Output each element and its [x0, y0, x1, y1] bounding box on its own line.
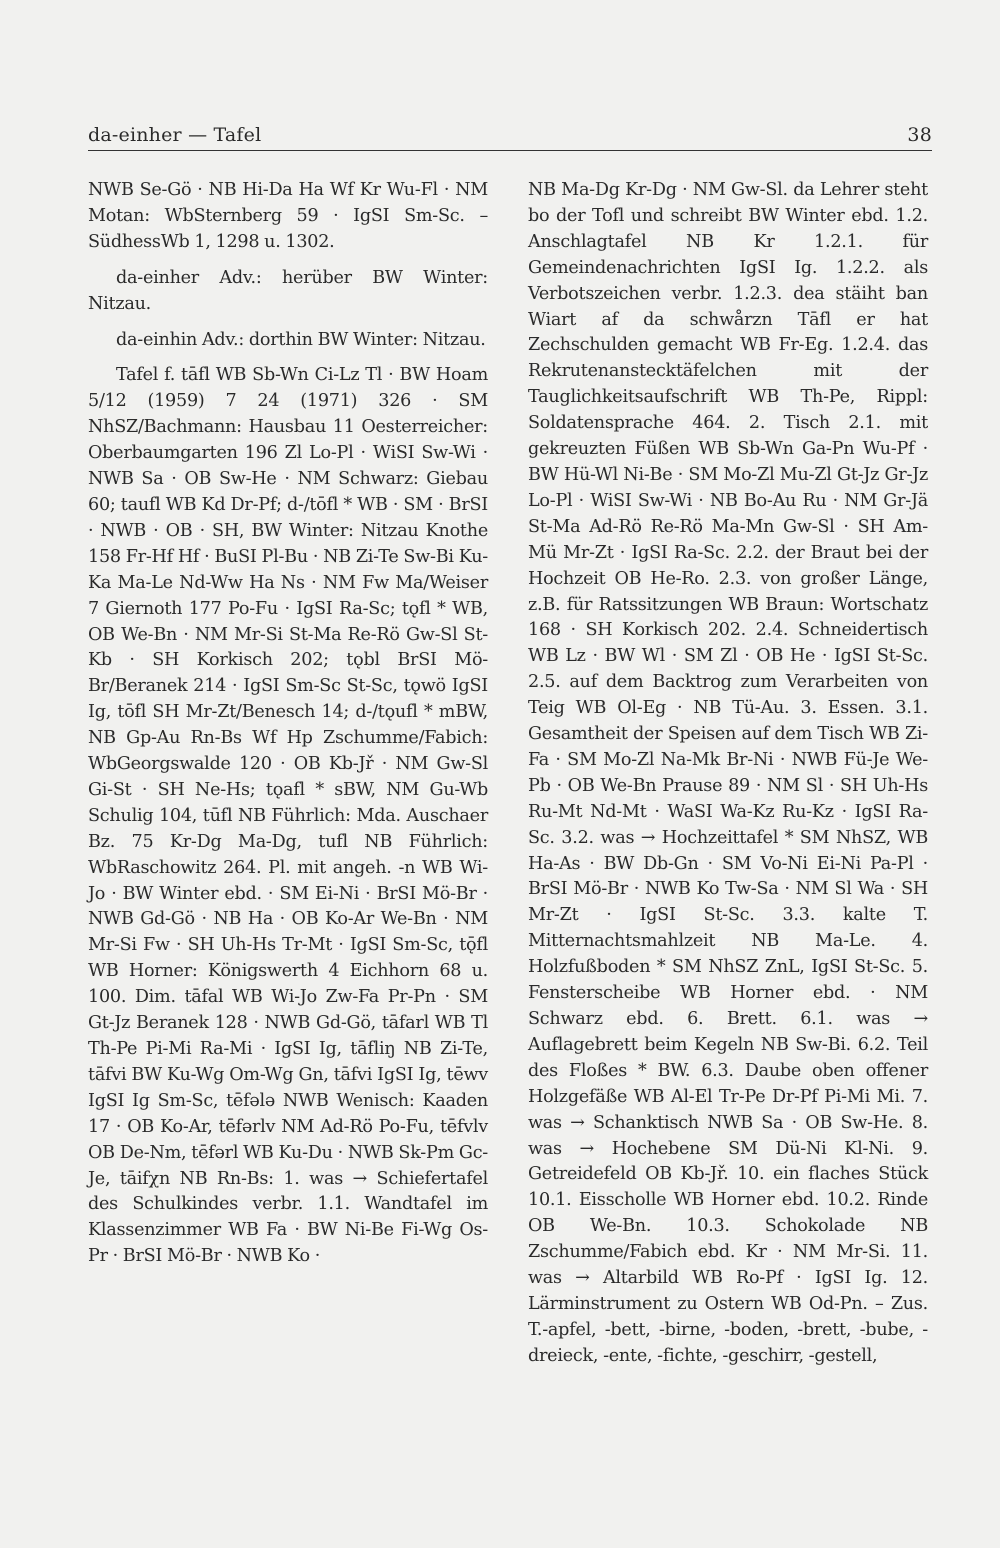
entry-da-einhin: da-einhin Adv.: dorthin BW Winter: Nitzau.: [116, 329, 486, 350]
running-title: da-einher — Tafel: [88, 124, 262, 146]
left-column: [88, 178, 488, 1270]
running-header: [88, 120, 932, 151]
continued-entry: NWB Se-Gö · NB Hi-Da Ha Wf Kr Wu-Fl · NM Motan: WbSternberg 59 · IgSI Sm-Sc. – SüdhessWb 1, 1298 u. 1302.: [88, 180, 488, 252]
entry-tafel-continued: NB Ma-Dg Kr-Dg · NM Gw-Sl. da Lehrer steht bo der Tofl und schreibt BW Winter ebd. 1.2. Anschlagtafel NB Kr 1.2.1. für Gemeindenachrichten IgSI Ig. 1.2.2. als Verbotszeichen verbr. 1.2.3. dea stäiht ban Wiart af da schwårzn Tāfl er hat Zechschulden gemacht WB Fr-Eg. 1.2.4. das Rekrutenanstecktäfelchen mit der Tauglichkeitsaufschrift WB Th-Pe, Rippl: Soldatensprache 464. 2. Tisch 2.1. mit gekreuzten Füßen WB Sb-Wn Ga-Pn Wu-Pf · BW Hü-Wl Ni-Be · SM Mo-Zl Mu-Zl Gt-Jz Gr-Jz Lo-Pl · WiSI Sw-Wi · NB Bo-Au Ru · NM Gr-Jä St-Ma Ad-Rö Re-Rö Ma-Mn Gw-Sl · SH Am-Mü Mr-Zt · IgSI Ra-Sc. 2.2. der Braut bei der Hochzeit OB He-Ro. 2.3. von großer Länge, z.B. für Ratssitzungen WB Braun: Wortschatz 168 · SH Korkisch 202. 2.4. Schneidertisch WB Lz · BW Wl · SM Zl · OB He · IgSI St-Sc. 2.5. auf dem Backtrog zum Verarbeiten von Teig WB Ol-Eg · NB Tü-Au. 3. Essen. 3.1. Gesamtheit der Speisen auf dem Tisch WB Zi-Fa · SM Mo-Zl Na-Mk Br-Ni · NWB Fü-Je We-Pb · OB We-Bn Prause 89 · NM Sl · SH Uh-Hs Ru-Mt Nd-Mt · WaSI Wa-Kz Ru-Kz · IgSI Ra-Sc. 3.2. was → Hochzeittafel * SM NhSZ, WB Ha-As · BW Db-Gn · SM Vo-Ni Ei-Ni Pa-Pl · BrSI Mö-Br · NWB Ko Tw-Sa · NM Sl Wa · SH Mr-Zt · IgSI St-Sc. 3.3. kalte T. Mitternachtsmahlzeit NB Ma-Le. 4. Holzfußboden * SM NhSZ ZnL, IgSI St-Sc. 5. Fensterscheibe WB Horner ebd. · NM Schwarz ebd. 6. Brett. 6.1. was → Auflagebrett beim Kegeln NB Sw-Bi. 6.2. Teil des Floßes * BW. 6.3. Daube oben offener Holzgefäße WB Al-El Tr-Pe Dr-Pf Pi-Mi Mi. 7. was → Schanktisch NWB Sa · OB Sw-He. 8. was → Hochebene SM Dü-Ni Kl-Ni. 9. Getreidefeld OB Kb-Jř. 10. ein flaches Stück 10.1. Eisscholle WB Horner ebd. 10.2. Rinde OB We-Bn. 10.3. Schokolade NB Zschumme/Fabich ebd. Kr · NM Mr-Si. 11. was → Altarbild WB Ro-Pf · IgSI Ig. 12. Lärminstrument zu Ostern WB Od-Pn. – Zus. T.-apfel, -bett, -birne, -boden, -brett, -bube, -dreieck, -ente, -fichte, -geschirr, -gestell,: [528, 180, 928, 1366]
right-column: [528, 178, 928, 1370]
page-number: 38: [907, 124, 932, 146]
entry-da-einher: da-einher Adv.: herüber BW Winter: Nitzau.: [88, 267, 488, 314]
entry-tafel: Tafel f. tāfl WB Sb-Wn Ci-Lz Tl · BW Hoam 5/12 (1959) 7 24 (1971) 326 · SM NhSZ/Bachmann: Hausbau 11 Oesterreicher: Oberbaumgarten 196 Zl Lo-Pl · WiSI Sw-Wi · NWB Sa · OB Sw-He · NM Schwarz: Giebau 60; taufl WB Kd Dr-Pf; d-/tōfl * WB · SM · BrSI · NWB · OB · SH, BW Winter: Nitzau Knothe 158 Fr-Hf Hf · BuSI Pl-Bu · NB Zi-Te Sw-Bi Ku-Ka Ma-Le Nd-Ww Ha Ns · NM Fw Ma/Weiser 7 Giernoth 177 Po-Fu · IgSI Ra-Sc; tǫfl * WB, OB We-Bn · NM Mr-Si St-Ma Re-Rö Gw-Sl St-Kb · SH Korkisch 202; tǫbl BrSI Mö-Br/Beranek 214 · IgSI Sm-Sc St-Sc, tǫwö IgSI Ig, tōfl SH Mr-Zt/Benesch 14; d-/tǫufl * mBW, NB Gp-Au Rn-Bs Wf Hp Zschumme/Fabich: WbGeorgswalde 120 · OB Kb-Jř · NM Gw-Sl Gi-St · SH Ne-Hs; tǫafl * sBW, NM Gu-Wb Schulig 104, tūfl NB Führlich: Mda. Auschaer Bz. 75 Kr-Dg Ma-Dg, tufl NB Führlich: WbRaschowitz 264. Pl. mit angeh. -n WB Wi-Jo · BW Winter ebd. · SM Ei-Ni · BrSI Mö-Br · NWB Gd-Gö · NB Ha · OB Ko-Ar We-Bn · NM Mr-Si Fw · SH Uh-Hs Tr-Mt · IgSI Sm-Sc, tǭfl WB Horner: Königswerth 4 Eichhorn 68 u. 100. Dim. tāfal WB Wi-Jo Zw-Fa Pr-Pn · SM Gt-Jz Beranek 128 · NWB Gd-Gö, tāfarl WB Tl Th-Pe Pi-Mi Ra-Mi · IgSI Ig, tāfliŋ NB Zi-Te, tāfvi BW Ku-Wg Om-Wg Gn, tāfvi IgSI Ig, tēwv IgSI Ig Sm-Sc, tēfələ NWB Wenisch: Kaaden 17 · OB Ko-Ar, tēfərlv NM Ad-Rö Po-Fu, tēfvlv OB De-Nm, tēfərl WB Ku-Du · NWB Sk-Pm Gc-Je, tāifχn NB Rn-Bs: 1. was → Schiefertafel des Schulkindes verbr. 1.1. Wandtafel im Klassenzimmer WB Fa · BW Ni-Be Fi-Wg Os-Pr · BrSI Mö-Br · NWB Ko ·: [88, 365, 488, 1267]
